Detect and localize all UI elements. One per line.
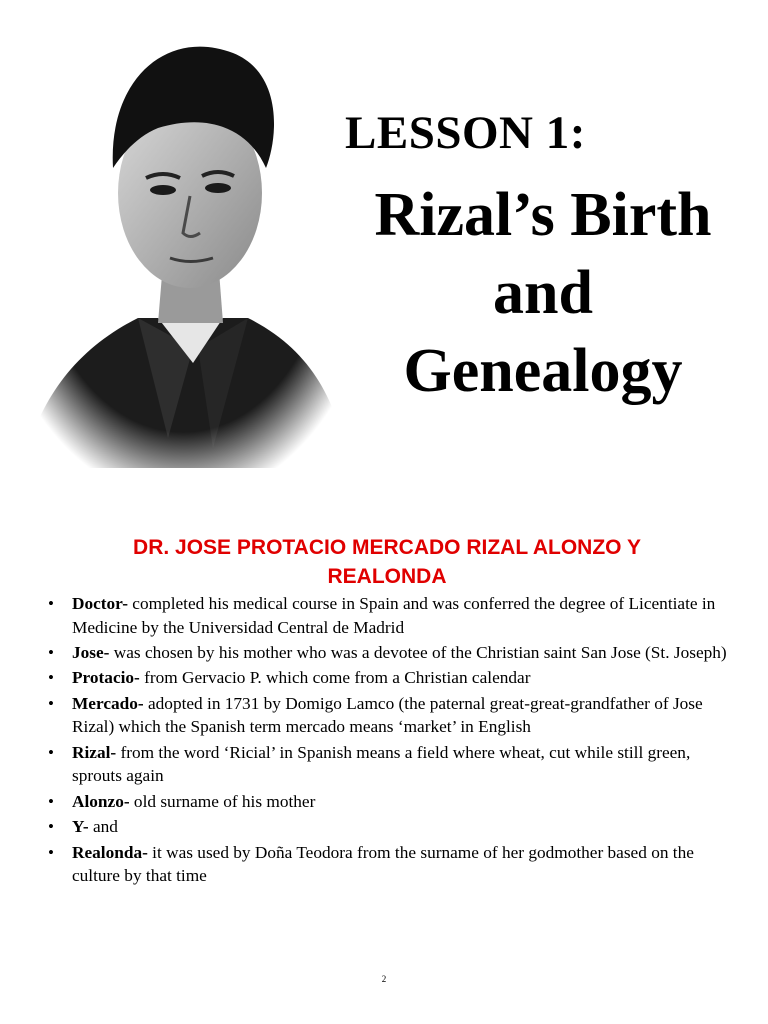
heading-line-1: DR. JOSE PROTACIO MERCADO RIZAL ALONZO Y <box>133 536 641 559</box>
heading-line-2: REALONDA <box>327 565 447 588</box>
name-meaning-list <box>48 592 738 890</box>
term-label: Rizal- <box>72 742 117 762</box>
full-name-heading <box>30 533 744 591</box>
bullet-icon: • <box>48 842 54 862</box>
term-description: completed his medical course in Spain and was conferred the degree of Licentiate in Medicine by the Universidad Central de Madrid <box>72 594 716 637</box>
bullet-icon: • <box>48 594 54 613</box>
term-label: Doctor- <box>72 594 128 613</box>
page-number: 2 <box>381 974 387 984</box>
list-item <box>48 692 738 739</box>
lesson-label: LESSON 1: <box>345 107 586 159</box>
bullet-icon: • <box>48 693 54 713</box>
term-description: and <box>88 817 118 837</box>
term-description: from the word ‘Ricial’ in Spanish means a field where wheat, cut while still green, sprouts again <box>72 742 691 786</box>
term-description: old surname of his mother <box>129 791 316 811</box>
term-label: Jose- <box>72 642 110 662</box>
lesson-title <box>348 176 738 410</box>
bullet-icon: • <box>48 742 54 762</box>
list-item <box>48 666 738 690</box>
list-item <box>48 841 738 888</box>
list-item <box>48 641 738 665</box>
list-item <box>48 741 738 788</box>
list-item <box>48 815 738 839</box>
title-line-2: and <box>493 259 593 327</box>
term-description: from Gervacio P. which come from a Christian calendar <box>139 668 531 688</box>
bullet-icon: • <box>48 817 54 837</box>
bullet-icon: • <box>48 791 54 811</box>
bullet-icon: • <box>48 642 54 662</box>
term-label: Realonda- <box>72 842 148 862</box>
term-label: Protacio- <box>72 668 140 688</box>
term-description: it was used by Doña Teodora from the surname of her godmother based on the culture by that time <box>72 842 694 886</box>
title-line-3: Genealogy <box>403 337 683 405</box>
term-label: Alonzo- <box>72 791 130 811</box>
title-line-1: Rizal’s Birth <box>374 181 712 249</box>
bullet-icon: • <box>48 668 54 688</box>
rizal-portrait-photo <box>18 18 348 478</box>
term-description: adopted in 1731 by Domigo Lamco (the paternal great-great-grandfather of Jose Rizal) which the Spanish term mercado means ‘market’ in English <box>72 693 703 737</box>
term-description: was chosen by his mother who was a devotee of the Christian saint San Jose (St. Joseph) <box>109 642 727 662</box>
list-item <box>48 790 738 814</box>
term-label: Y- <box>72 817 89 837</box>
term-label: Mercado- <box>72 693 144 713</box>
list-item <box>48 592 738 639</box>
